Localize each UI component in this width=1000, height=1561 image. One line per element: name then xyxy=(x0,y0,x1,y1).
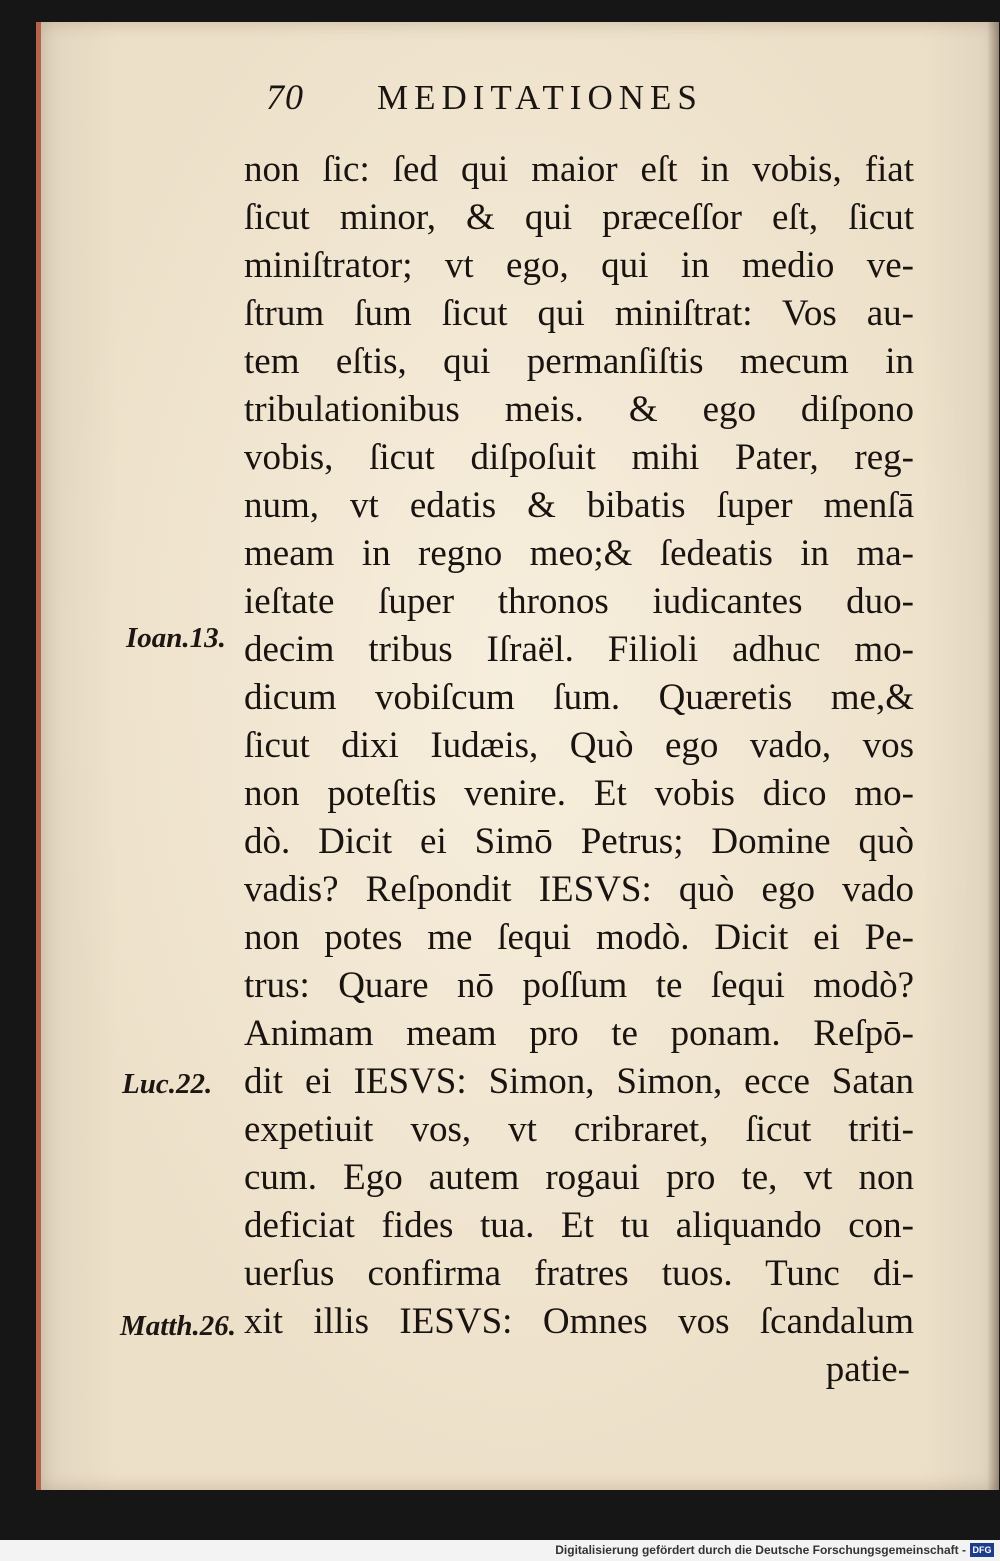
text-line: expetiuit vos, vt cribraret, ſicut triti- xyxy=(244,1109,914,1150)
text-line: tem eſtis, qui permanſiſtis mecum in xyxy=(244,341,914,382)
text-line: tribulationibus meis. & ego diſpono xyxy=(244,389,914,430)
text-line: meam in regno meo;& ſedeatis in ma- xyxy=(244,533,914,574)
text-line: miniſtrator; vt ego, qui in medio ve- xyxy=(244,245,914,286)
text-line: ſicut dixi Iudæis, Quò ego vado, vos xyxy=(244,725,914,766)
footer-bar xyxy=(0,1540,1000,1561)
text-line: num, vt edatis & bibatis ſuper menſā xyxy=(244,485,914,526)
text-line: dò. Dicit ei Simō Petrus; Domine quò xyxy=(244,821,914,862)
margin-note-matth: Matth.26. xyxy=(120,1310,237,1342)
text-line: non poteſtis venire. Et vobis dico mo- xyxy=(244,773,914,814)
margin-note-luc: Luc.22. xyxy=(122,1068,213,1100)
funding-credit: Digitalisierung gefördert durch die Deutsche Forschungsgemeinschaft - xyxy=(555,1543,966,1557)
page-number: 70 xyxy=(266,77,304,117)
text-line: non ſic: ſed qui maior eſt in vobis, fiat xyxy=(244,149,914,190)
page-edge-shadow xyxy=(987,22,999,1490)
running-head xyxy=(230,76,930,136)
text-line: xit illis IESVS: Omnes vos ſcandalum xyxy=(244,1301,914,1342)
dfg-logo: DFG xyxy=(970,1543,994,1557)
text-line: non potes me ſequi modò. Dicit ei Pe- xyxy=(244,917,914,958)
text-line: decim tribus Iſraël. Filioli adhuc mo- xyxy=(244,629,914,670)
text-line: ſicut minor, & qui præceſſor eſt, ſicut xyxy=(244,197,914,238)
text-line: ſtrum ſum ſicut qui miniſtrat: Vos au- xyxy=(244,293,914,334)
text-line: dit ei IESVS: Simon, Simon, ecce Satan xyxy=(244,1061,914,1102)
text-line: vobis, ſicut diſpoſuit mihi Pater, reg- xyxy=(244,437,914,478)
text-line: Animam meam pro te ponam. Reſpō- xyxy=(244,1013,914,1054)
text-line: uerſus confirma fratres tuos. Tunc di- xyxy=(244,1253,914,1294)
text-line: cum. Ego autem rogaui pro te, vt non xyxy=(244,1157,914,1198)
text-block xyxy=(244,146,914,1394)
text-line: ieſtate ſuper thronos iudicantes duo- xyxy=(244,581,914,622)
running-title: MEDITATIONES xyxy=(377,78,703,117)
text-line: vadis? Reſpondit IESVS: quò ego vado xyxy=(244,869,914,910)
text-line: deficiat fides tua. Et tu aliquando con- xyxy=(244,1205,914,1246)
text-line: trus: Quare nō poſſum te ſequi modò? xyxy=(244,965,914,1006)
margin-note-ioan: Ioan.13. xyxy=(126,622,226,654)
text-line: dicum vobiſcum ſum. Quæretis me,& xyxy=(244,677,914,718)
catchword: patie- xyxy=(825,1349,910,1390)
